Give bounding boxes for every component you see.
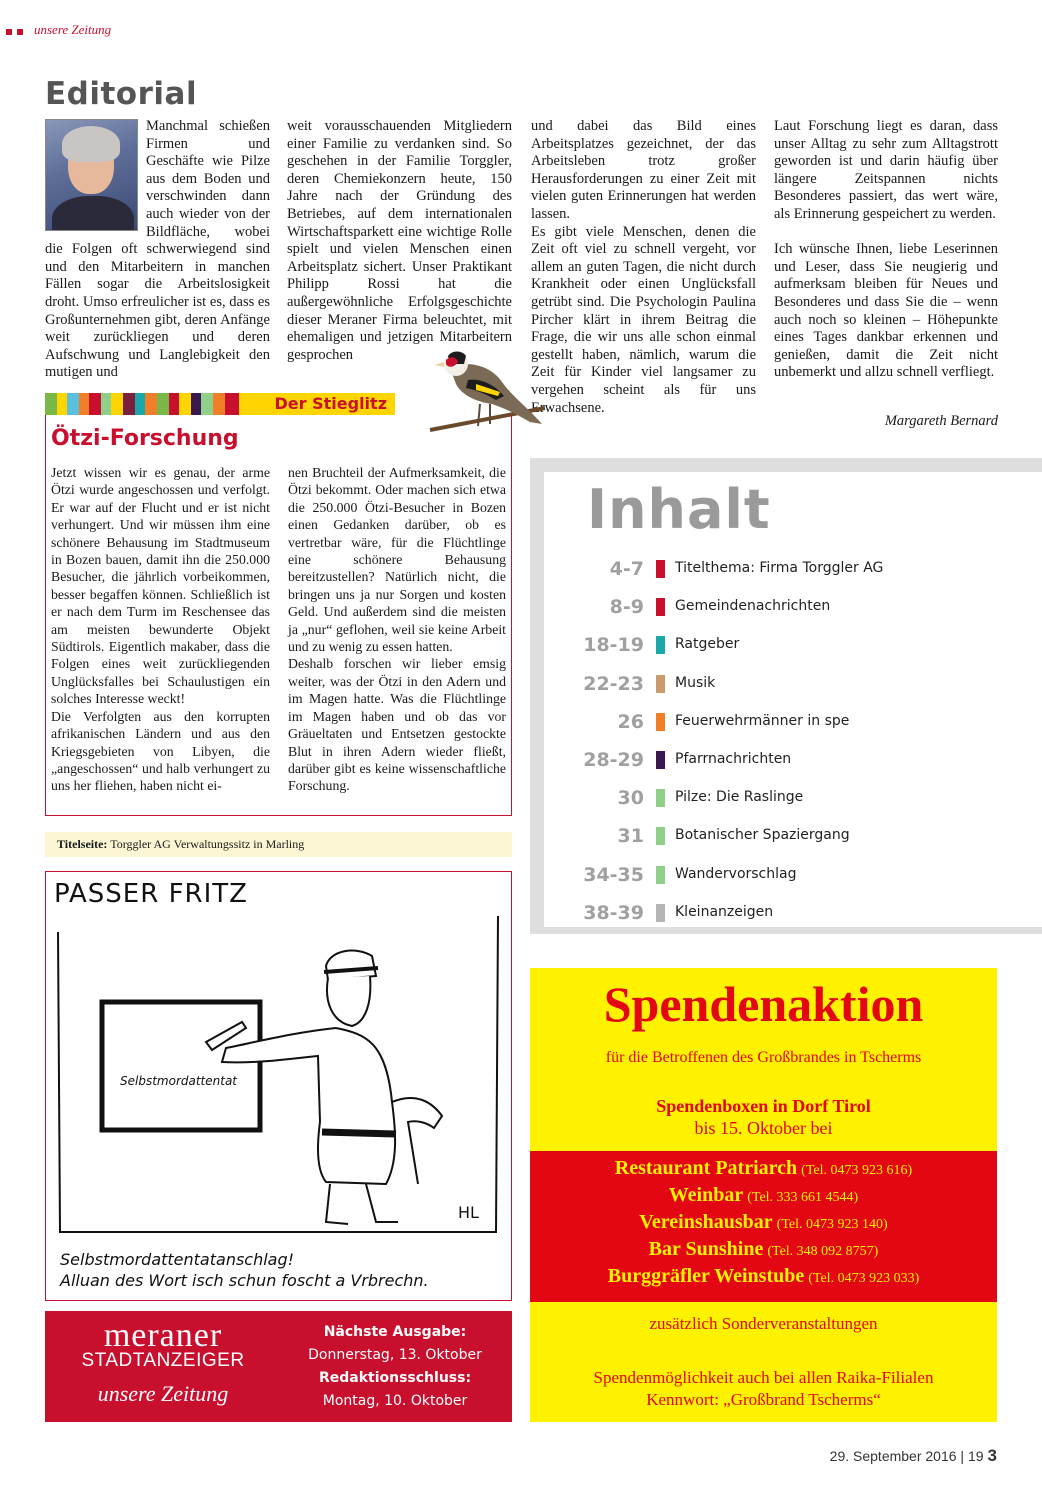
next-issue-label: Nächste Ausgabe: (323, 1324, 467, 1340)
oetzi-text: Die Verfolgten aus den korrupten afrikanischen Ländern und aus den Kriegsgebieten von Libyen, die „angeschossen“ und halb verhungert zu uns her fliehen, haben nicht ei- (51, 708, 270, 794)
toc-label: Gemeindenachrichten (675, 598, 831, 615)
oetzi-text: Jetzt wissen wir es genau, der arme Ötzi wurde angeschossen und verfolgt. Er war auf der Flucht und er ist nicht verhungert. Und wir müssen ihm eine schönere Behausung im Stadtmuseum in Bozen bauen, damit ihn die 250.000 Besucher, die jährlich vorbeikommen, besser begaffen können. Schließlich ist er nach dem Turm im Reschensee das am meisten bewunderte Objekt Südtirols. Eigentlich makaber, dass die Folgen eines weit zurückliegenden Unglücksfalles bei Schaulustigen ein solches Interesse weckt! (51, 465, 270, 707)
spenden-place (530, 1184, 997, 1207)
toc-pages: 4-7 (609, 558, 644, 580)
cartoon-caption-2: Alluan des Wort isch schun foscht a Vrbrechn. (60, 1271, 429, 1290)
toc-color-bar (656, 636, 665, 654)
deadline-date: Montag, 10. Oktober (322, 1393, 468, 1409)
toc-pages: 22-23 (583, 672, 644, 695)
toc-color-bar (656, 866, 665, 884)
publisher-info (292, 1321, 498, 1413)
cartoon-drawing (46, 872, 511, 1300)
spenden-kennwort: Kennwort: „Großbrand Tscherms“ (646, 1390, 881, 1409)
spenden-raika: Spendenmöglichkeit auch bei allen Raika-Filialen (593, 1368, 934, 1387)
spenden-subtitle: für die Betroffenen des Großbrandes in Tscherms (605, 1049, 922, 1066)
toc-item (550, 556, 1020, 584)
header-square (6, 29, 12, 35)
page-number: 3 (987, 1446, 997, 1465)
toc-item (550, 632, 1020, 660)
toc-pages: 31 (617, 825, 644, 848)
editorial-col-3 (531, 118, 756, 417)
place-tel: (Tel. 348 092 8757) (767, 1244, 879, 1259)
toc-color-bar (656, 675, 665, 693)
spenden-until: bis 15. Oktober bei (694, 1118, 833, 1138)
cartoon-caption-1: Selbstmordattentatanschlag! (60, 1250, 295, 1269)
spenden-title: Spendenaktion (603, 976, 924, 1032)
toc-item (550, 747, 1020, 775)
oetzi-col-2 (288, 464, 506, 795)
cover-caption (45, 832, 512, 857)
spenden-place (530, 1211, 997, 1234)
author-portrait (45, 119, 138, 231)
stieglitz-label: Der Stieglitz (243, 393, 395, 415)
toc-item (550, 785, 1020, 813)
editorial-col-4 (774, 118, 998, 382)
header-brand: unsere Zeitung (34, 22, 112, 37)
toc-item (550, 862, 1020, 890)
toc-label: Botanischer Spaziergang (675, 827, 850, 844)
toc-item (550, 823, 1020, 851)
oetzi-text: Deshalb forschen wir lieber emsig weiter, was der Ötzi in den Adern und im Magen hatte. Was die Flüchtlinge im Magen haben und ob das vor Gräueltaten und Entsetzen gestockte Blut in ihren Adern wieder fließt, darüber gibt es keine wissenschaftliche Forschung. (288, 656, 506, 794)
place-name: Burggräfler Weinstube (607, 1265, 805, 1287)
toc-pages: 38-39 (583, 901, 644, 924)
toc-item (550, 671, 1020, 699)
spenden-place (530, 1157, 997, 1180)
toc-label: Titelthema: Firma Torggler AG (675, 560, 884, 576)
toc-label: Pilze: Die Raslinge (675, 789, 804, 806)
editorial-text: Laut Forschung liegt es daran, dass unser Alltag zu sehr zum Alltagstrott geworden ist und darin häufig über längere Zeitspannen nichts Besonderes passiert, das wert wäre, als Erinnerung gespeichert zu werden. (774, 118, 998, 222)
toc-color-bar (656, 827, 665, 845)
toc-label: Wandervorschlag (675, 865, 797, 882)
toc-pages: 30 (617, 787, 644, 810)
oetzi-col-1 (51, 464, 270, 795)
oetzi-title: Ötzi-Forschung (51, 426, 239, 451)
cartoon-title: PASSER FRITZ (54, 879, 248, 909)
publisher-logo: meraner (103, 1317, 223, 1354)
publisher-brand: unsere Zeitung (97, 1381, 229, 1406)
spenden-place (530, 1265, 997, 1288)
toc-pages: 18-19 (583, 634, 644, 657)
footer-date: 29. September 2016 | 19 (829, 1448, 984, 1464)
editorial-col-1 (45, 118, 270, 382)
toc-item (550, 900, 1020, 928)
toc-color-bar (656, 560, 665, 578)
editorial-text: Ich wünsche Ihnen, liebe Leserinnen und Leser, dass Sie neugierig und aufmerksam bleiben für Neues und Besonderes und dass Sie die – wenn auch noch so kleinen – Höhepunkte eines Tages dankbar erkennen und genießen, damit die Zeit nicht unbemerkt und allzu schnell verfliegt. (774, 241, 998, 381)
cartoon-scribble: Selbstmordattentat (120, 1074, 238, 1088)
toc-label: Musik (675, 674, 716, 691)
place-tel: (Tel. 0473 923 033) (808, 1271, 920, 1286)
toc-color-bar (656, 789, 665, 807)
header-square (17, 29, 23, 35)
place-name: Vereinshausbar (639, 1211, 773, 1233)
editorial-text: weit vorausschauenden Mitgliedern einer Familie zu verdanken sind. So geschehen in der Familie Torggler, deren Chemiekonzern heute, 150 Jahre nach der Gründung des Betriebes, auf dem internationalen Wirtschaftsparkett eine wichtige Rolle spielt und vielen Menschen einen Arbeitsplatz sichert. Unser Praktikant Philipp Rossi hat die außergewöhnliche Erfolgsgeschichte dieser Meraner Firma beleuchtet, mit ehemaligen und jetzigen Mitarbeitern gesprochen (287, 118, 512, 363)
toc-color-bar (656, 713, 665, 731)
spenden-boxes: Spendenboxen in Dorf Tirol (656, 1096, 871, 1116)
toc-label: Ratgeber (675, 636, 740, 653)
toc-item (550, 709, 1020, 737)
toc-title: Inhalt (587, 478, 771, 541)
toc-pages: 8-9 (609, 596, 644, 619)
toc-pages: 28-29 (583, 749, 644, 771)
spenden-place (530, 1238, 997, 1261)
oetzi-text: nen Bruchteil der Aufmerksamkeit, die Ötzi bekommt. Oder machen sich etwa die 250.000 Ötzi-Besucher in Bozen einen Gedanken darüber, ob es vertretbar wäre, für die Flüchtlinge eine schönere Behausung bereitzustellen? Natürlich nicht, die bringen uns ja nur Sorgen und kosten Geld. Und außerdem sind die meisten ja „nur“ geflohen, weil sie keine Arbeit und zu wenig zu essen hatten. (288, 465, 506, 655)
spenden-extra: zusätzlich Sonderveranstaltungen (649, 1314, 878, 1333)
deadline-label: Redaktionsschluss: (318, 1370, 472, 1386)
place-tel: (Tel. 0473 923 140) (776, 1217, 888, 1232)
editorial-text: und dabei das Bild eines Arbeitsplatzes gezeichnet, der das Arbeitsleben trotz großer Herausforderungen zu einer Zeit mit vielen guten Erinnerungen hat werden lassen. (531, 118, 756, 222)
editorial-signature: Margareth Bernard (884, 413, 998, 429)
editorial-title: Editorial (45, 76, 198, 112)
toc-color-bar (656, 904, 665, 922)
toc-pages: 34-35 (583, 863, 644, 886)
editorial-text: Manchmal schießen Firmen und Geschäfte wie Pilze aus dem Boden und verschwinden dann auch wieder von der Bildfläche, wobei die Folgen oft schwerwiegend sind und den Mitarbeitern in manchen Fällen sogar die Arbeitslosigkeit droht. Umso erfreulicher ist es, dass es Großunternehmen gibt, deren Anfänge weit zurückliegen und deren Aufschwung und Langlebigkeit den mutigen und (45, 118, 270, 381)
toc-label: Pfarrnachrichten (675, 751, 792, 767)
place-tel: (Tel. 0473 923 616) (801, 1163, 913, 1178)
place-name: Weinbar (668, 1184, 744, 1206)
cover-caption-label: Titelseite: (57, 837, 108, 851)
editorial-col-2 (287, 118, 512, 364)
place-name: Bar Sunshine (648, 1238, 764, 1260)
place-name: Restaurant Patriarch (614, 1157, 798, 1179)
toc-pages: 26 (617, 710, 644, 733)
next-issue-date: Donnerstag, 13. Oktober (308, 1347, 482, 1363)
toc-label: Feuerwehrmänner in spe (675, 712, 850, 729)
cartoon-initials: HL (458, 1203, 479, 1222)
toc-label: Kleinanzeigen (675, 903, 774, 920)
place-tel: (Tel. 333 661 4544) (747, 1190, 859, 1205)
toc-color-bar (656, 598, 665, 616)
toc-color-bar (656, 751, 665, 769)
cover-caption-text: Torggler AG Verwaltungssitz in Marling (110, 837, 305, 851)
toc-item (550, 594, 1020, 622)
publisher-logo-sub: STADTANZEIGER (81, 1350, 245, 1371)
editorial-text: Es gibt viele Menschen, denen die Zeit oft viel zu schnell vergeht, vor allem an guten Tagen, die nicht durch Krankheit oder einen Unglücksfall getrübt sind. Die Psychologin Paulina Pircher klärt in ihrem Beitrag die Frage, die wir uns alle schon einmal gestellt haben, nämlich, warum die Zeit für Kinder viel langsamer zu vergehen scheint als für uns Erwachsene. (531, 223, 756, 416)
page-footer (830, 1446, 997, 1466)
